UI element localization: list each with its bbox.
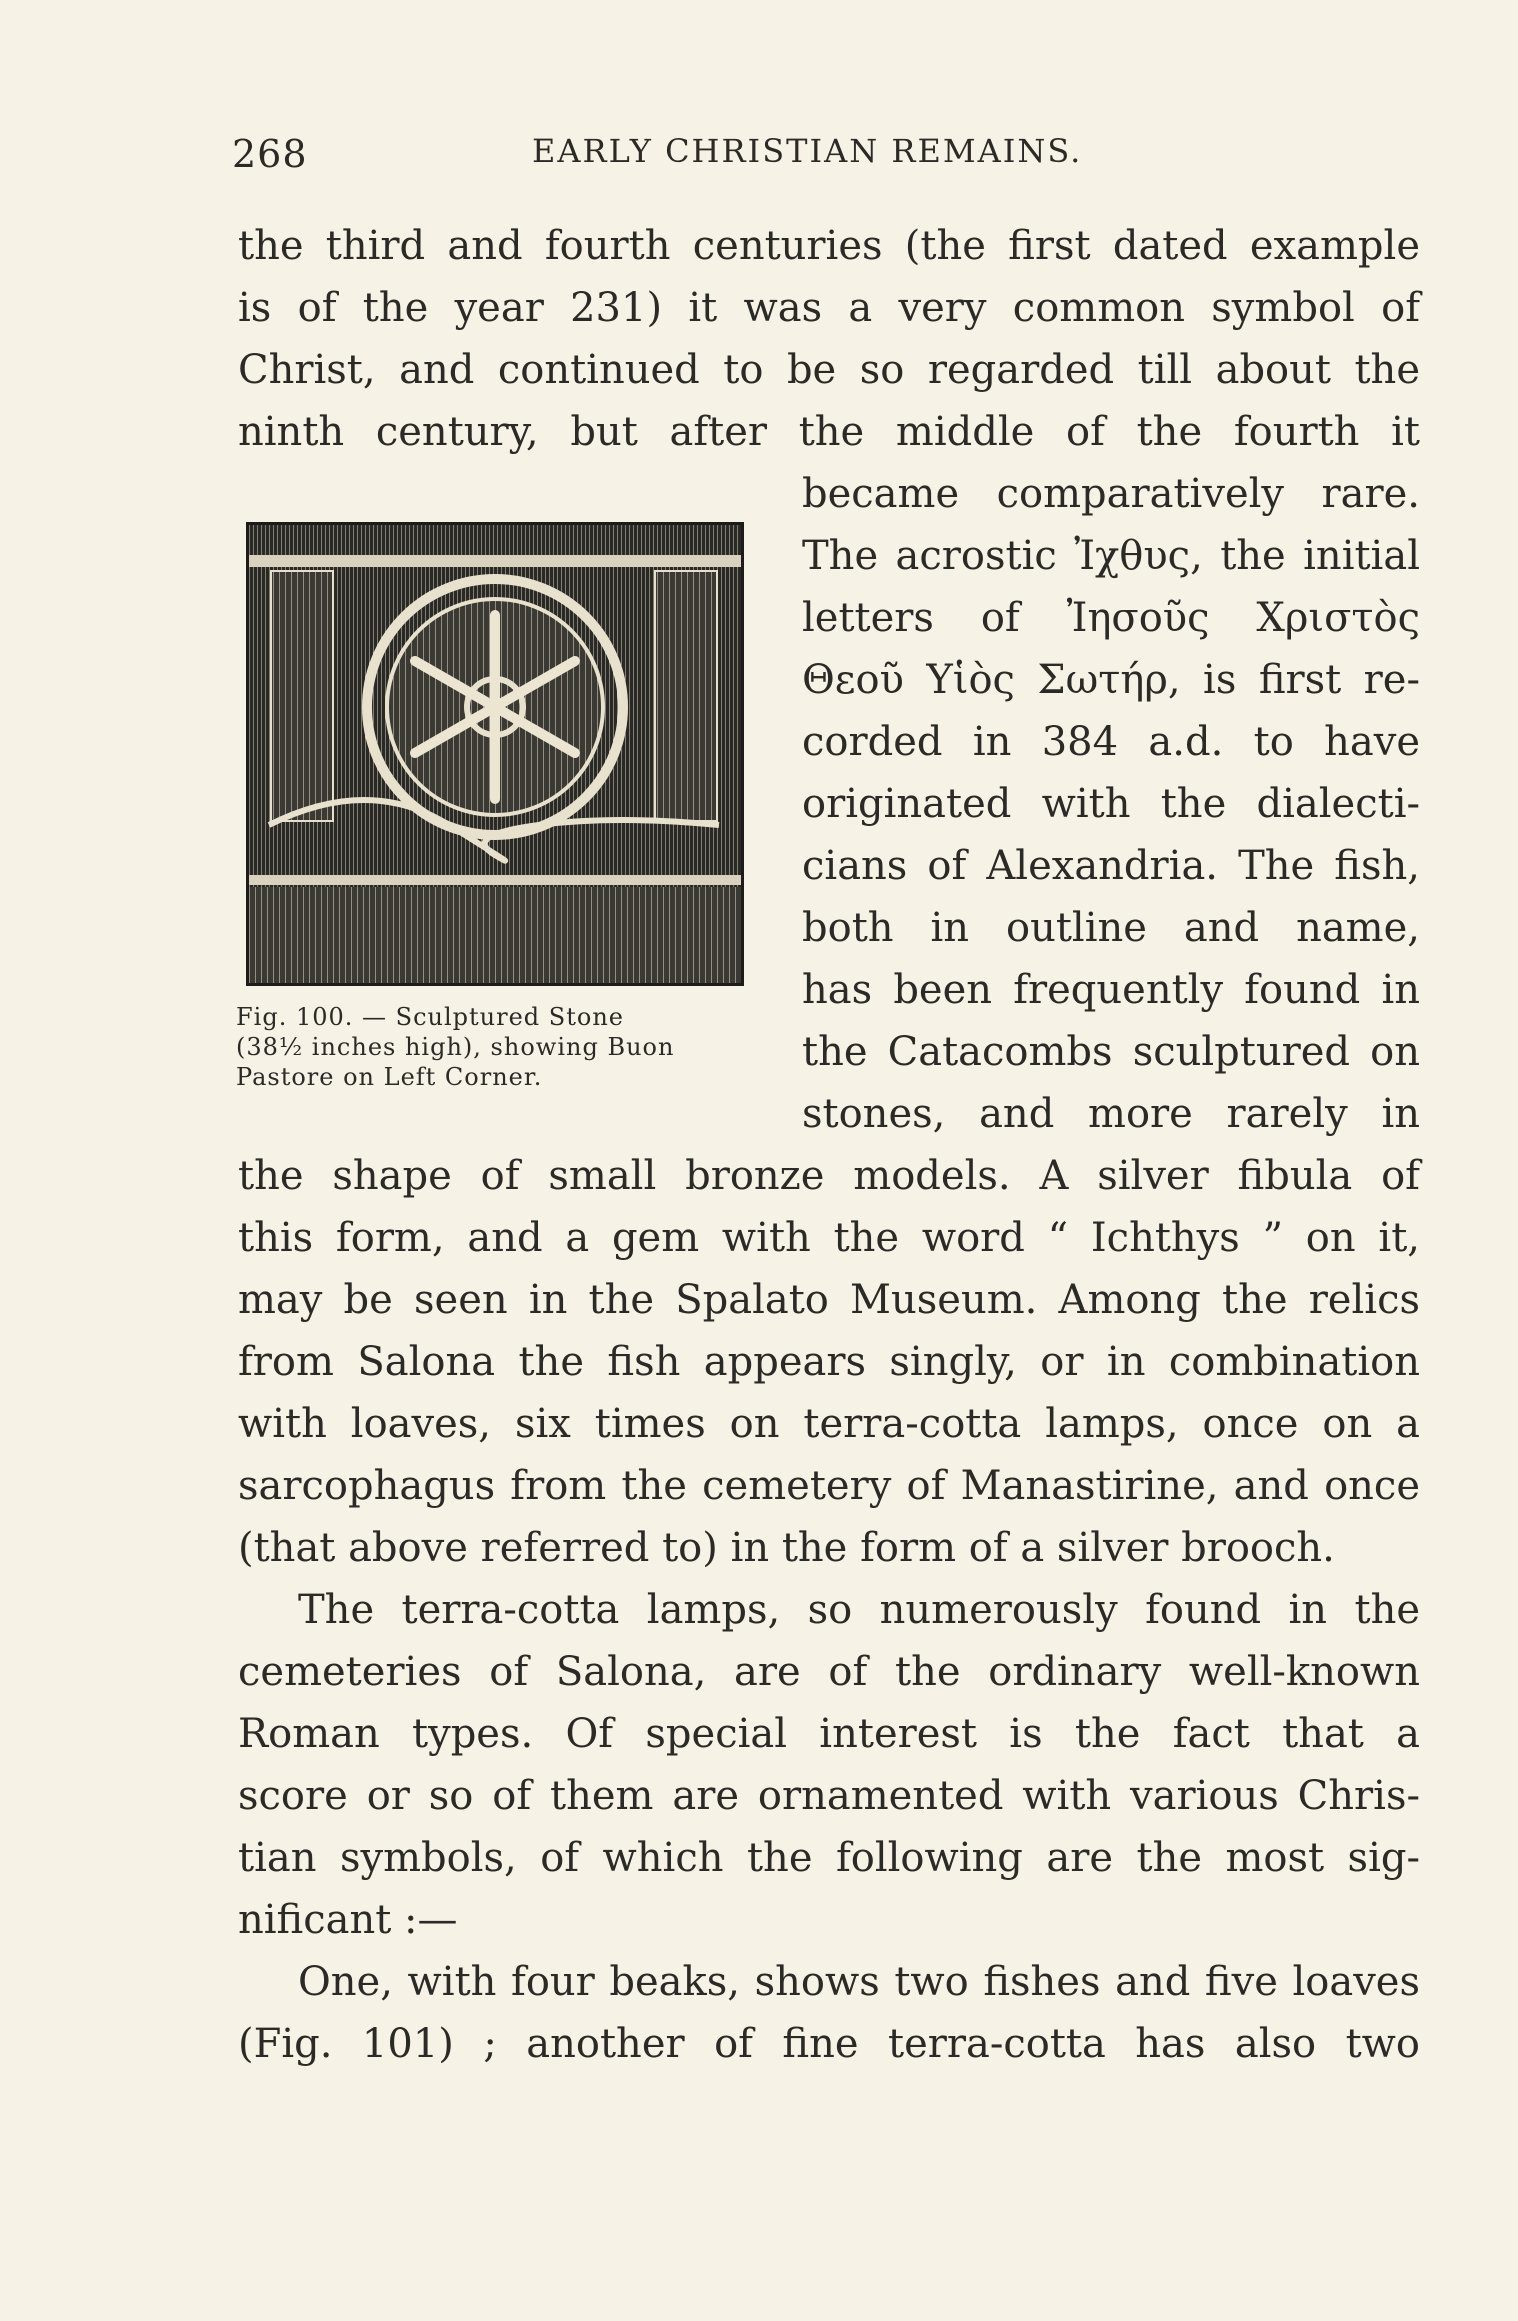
text-line: nificant :— [238,1897,458,1943]
text-line: this form, and a gem with the word “ Ichthys ” on it, [238,1215,1420,1261]
text-line: tian symbols, of which the following are the most sig- [238,1835,1420,1881]
text-line: became comparatively rare. [802,471,1420,517]
running-title: EARLY CHRISTIAN REMAINS. [532,132,1083,170]
text-line: score or so of them are ornamented with various Chris- [238,1773,1420,1819]
text-line: letters of Ἰησοῦς Χριστὸς [802,595,1420,641]
text-line: corded in 384 a.d. to have [802,719,1420,765]
text-line: is of the year 231) it was a very common symbol of [238,285,1420,331]
text-line: the third and fourth centuries (the first dated example [238,223,1420,269]
text-line: cians of Alexandria. The fish, [802,843,1420,889]
page-header [232,122,1422,182]
text-line: The terra-cotta lamps, so numerously found in the [298,1587,1420,1633]
stone-illustration [249,525,741,983]
text-line: Θεοῦ Υἱὸς Σωτήρ, is first re- [802,657,1420,703]
text-line: ninth century, but after the middle of the fourth it [238,409,1420,455]
text-line: originated with the dialecti- [802,781,1420,827]
text-line: stones, and more rarely in [802,1091,1420,1137]
text-line: both in outline and name, [802,905,1420,951]
text-line: may be seen in the Spalato Museum. Among the relics [238,1277,1420,1323]
text-line: the Catacombs sculptured on [802,1029,1420,1075]
figure-sculptured-stone [246,522,744,986]
text-line: (Fig. 101) ; another of fine terra-cotta has also two [238,2021,1420,2067]
text-line: the shape of small bronze models. A silver fibula of [238,1153,1420,1199]
page-number: 268 [232,132,308,176]
figure-caption [236,1002,764,1092]
caption-line: (38½ inches high), showing Buon [236,1033,675,1061]
text-line: Christ, and continued to be so regarded till about the [238,347,1420,393]
text-line: from Salona the fish appears singly, or in combination [238,1339,1420,1385]
text-line: cemeteries of Salona, are of the ordinary well-known [238,1649,1420,1695]
caption-line: Pastore on Left Corner. [236,1063,543,1091]
text-line: sarcophagus from the cemetery of Manastirine, and once [238,1463,1420,1509]
text-line: with loaves, six times on terra-cotta lamps, once on a [238,1401,1420,1447]
text-line: One, with four beaks, shows two fishes and five loaves [298,1959,1420,2005]
text-line: has been frequently found in [802,967,1420,1013]
text-line: Roman types. Of special interest is the fact that a [238,1711,1420,1757]
text-line: The acrostic Ἰχθυς, the initial [802,533,1420,579]
caption-line: Fig. 100. — Sculptured Stone [236,1003,624,1031]
text-line: (that above referred to) in the form of a silver brooch. [238,1525,1335,1571]
